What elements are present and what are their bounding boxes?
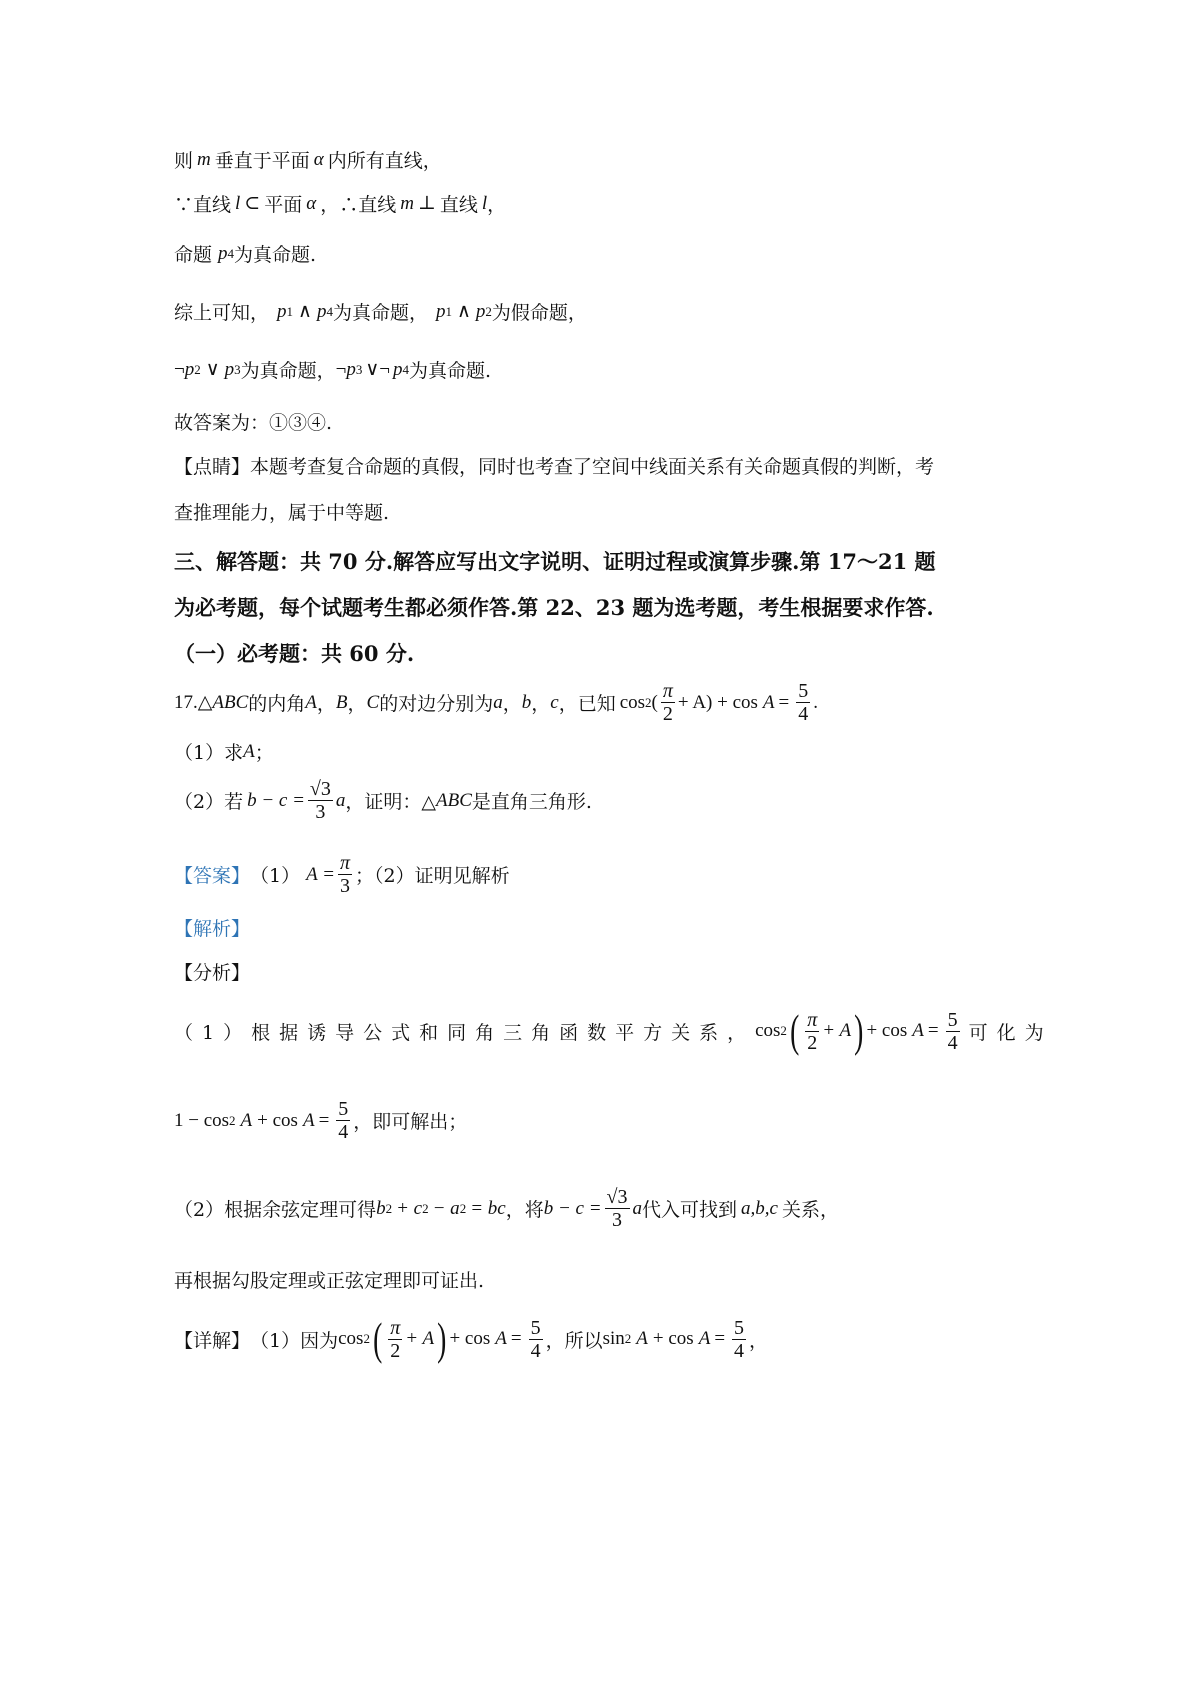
var-l: l — [235, 192, 241, 214]
jiexi-tag — [174, 914, 250, 941]
var-abc: ABC — [436, 789, 472, 811]
text: （1） — [250, 865, 301, 887]
numerator: 5 — [947, 1008, 958, 1031]
var-l: l — [481, 192, 488, 214]
superscript: 2 — [780, 1023, 787, 1038]
var-B: B — [335, 691, 348, 713]
denominator: 4 — [530, 1339, 541, 1362]
var-c: c — [550, 691, 559, 713]
perp-symbol: ⊥ — [417, 193, 436, 214]
var-A: A — [302, 1109, 315, 1131]
var-abc: ABC — [212, 691, 249, 713]
text: 为真命题. — [409, 360, 492, 382]
line-perpendicular-plane — [174, 146, 442, 173]
text: 关系， — [781, 1199, 839, 1221]
var-A: A — [243, 740, 255, 762]
fraction-pi-over-2 — [805, 1009, 819, 1054]
equals: = — [318, 1109, 330, 1131]
var-p: p — [224, 358, 235, 380]
text: 垂直于平面 — [214, 150, 310, 172]
denominator: 4 — [734, 1339, 745, 1362]
period: . — [813, 691, 818, 713]
text: ； — [254, 742, 274, 764]
text: （1）根据诱导公式和同角三角函数平方关系， — [174, 1021, 756, 1044]
answer-block — [174, 852, 510, 897]
subquestion-2 — [174, 778, 592, 823]
line-summary — [174, 298, 587, 325]
text: ， — [316, 693, 336, 715]
var-b: b — [521, 691, 532, 713]
numerator: π — [339, 852, 350, 874]
var-p: p — [435, 300, 446, 322]
text: 代入可找到 — [642, 1199, 738, 1221]
text: 平面 — [264, 194, 303, 216]
superscript: 2 — [624, 1331, 632, 1346]
equals: = — [927, 1020, 939, 1041]
dianjing-line-1 — [174, 452, 934, 479]
text: 【解析】 — [174, 918, 251, 940]
text: ，∴直线 — [320, 194, 397, 216]
text: 本题考查复合命题的真假，同时也考查了空间中线面关系有关命题真假的判断，考 — [250, 456, 935, 478]
dianjing-tag: 【点睛】 — [174, 456, 251, 478]
var-p: p — [277, 300, 287, 322]
expr: − a — [432, 1197, 460, 1219]
var-a: a — [493, 691, 503, 713]
text: 三、解答题：共 70 分.解答应写出文字说明、证明过程或演算步骤.第 17～21 题 — [174, 549, 936, 574]
fraction-5-over-4 — [732, 1317, 746, 1362]
var-A: A — [912, 1020, 924, 1041]
var-A: A — [636, 1328, 648, 1349]
cos-text: cos — [755, 1020, 781, 1041]
expr: + cos — [652, 1328, 694, 1349]
subscript: 3 — [234, 361, 241, 377]
fraction-5-over-4 — [529, 1317, 543, 1362]
subquestion-1 — [174, 738, 274, 765]
or-not-symbol: ∨¬ — [365, 359, 390, 380]
denominator: 2 — [662, 703, 673, 725]
expr: + cos — [257, 1109, 298, 1131]
sin-text: sin — [602, 1328, 625, 1349]
answer-line — [174, 408, 332, 435]
text: （2）若 — [174, 791, 244, 813]
subscript: 1 — [445, 303, 452, 319]
text: 再根据勾股定理或正弦定理即可证出. — [174, 1270, 485, 1292]
text: 直线 — [439, 194, 478, 216]
text: 的内角 — [248, 693, 306, 715]
dianjing-line-2 — [174, 498, 389, 525]
denominator: 4 — [798, 703, 809, 725]
denominator: 2 — [807, 1031, 818, 1054]
question-number: 17.△ — [174, 692, 213, 713]
section-heading-2 — [174, 592, 934, 622]
expr: 1 − cos — [174, 1109, 230, 1131]
text: 故答案为：①③④. — [174, 412, 333, 434]
numerator: √3 — [606, 1186, 628, 1208]
left-paren: ( — [789, 1005, 800, 1056]
var-p: p — [218, 242, 228, 264]
analysis-line-2 — [174, 1098, 467, 1143]
superscript: 2 — [645, 694, 652, 710]
subscript: 4 — [326, 303, 333, 319]
numerator: √3 — [309, 778, 331, 800]
text: ，即可解出； — [353, 1111, 468, 1133]
numerator: 5 — [338, 1098, 349, 1120]
fraction-5-over-4 — [796, 680, 810, 725]
cos-text: cos — [619, 691, 646, 713]
text: ， — [502, 693, 522, 715]
line-p4-true — [174, 240, 316, 267]
text: 是直角三角形. — [471, 791, 592, 813]
var-m: m — [197, 148, 211, 170]
text: ，将 — [505, 1199, 544, 1221]
expr: A = — [306, 863, 335, 885]
fraction-5-over-4 — [336, 1098, 350, 1143]
superscript: 2 — [385, 1200, 393, 1216]
equals: = — [714, 1328, 726, 1349]
var-A: A — [305, 691, 317, 713]
text: （一）必考题：共 60 分. — [174, 641, 415, 666]
numerator: π — [662, 680, 673, 702]
expr: b − c = — [247, 789, 305, 811]
var-alpha: α — [306, 192, 317, 214]
detail-tag: 【详解】 — [174, 1329, 251, 1352]
detail-line — [174, 1313, 769, 1364]
expr: = bc — [470, 1197, 506, 1219]
expr: + cos — [449, 1328, 491, 1349]
not-symbol: ¬ — [335, 358, 347, 380]
var-A: A — [762, 691, 775, 713]
var-p: p — [346, 358, 356, 380]
expr: b − c = — [543, 1197, 602, 1219]
text: ，所以 — [545, 1329, 603, 1352]
subscript: 1 — [286, 303, 294, 319]
var-a: a — [632, 1197, 643, 1219]
text: ∵直线 — [174, 194, 232, 216]
text: 内所有直线， — [327, 150, 442, 172]
numerator: 5 — [734, 1316, 745, 1339]
denominator: 4 — [947, 1031, 958, 1054]
text: 为必考题，每个试题考生都必须作答.第 22、23 题为选考题，考生根据要求作答. — [174, 595, 934, 620]
denominator: 3 — [612, 1209, 623, 1231]
denominator: 3 — [315, 801, 326, 823]
var-alpha: α — [313, 148, 324, 170]
expr: + cos — [866, 1020, 908, 1041]
expr: + c — [396, 1197, 423, 1219]
fraction-pi-over-3 — [338, 852, 352, 897]
var-p: p — [475, 300, 486, 322]
section-heading-1 — [174, 546, 936, 576]
text: ，证明：△ — [345, 791, 437, 813]
fraction-pi-over-2 — [388, 1317, 402, 1362]
text: （2）根据余弦定理可得 — [174, 1199, 377, 1221]
fraction-pi-over-2 — [661, 680, 675, 725]
equals: = — [778, 691, 790, 713]
denominator: 4 — [338, 1121, 349, 1143]
right-paren: ) — [437, 1313, 447, 1364]
text: 则 — [174, 150, 194, 172]
and-symbol: ∧ — [456, 301, 471, 322]
text: 【分析】 — [174, 962, 251, 984]
analysis-line-3 — [174, 1186, 839, 1231]
expr: + A — [405, 1328, 435, 1349]
numerator: π — [390, 1316, 401, 1339]
numerator: 5 — [530, 1316, 541, 1339]
superscript: 2 — [229, 1112, 236, 1128]
line-because — [174, 190, 506, 217]
text: 为真命题. — [234, 244, 317, 266]
subscript: 4 — [227, 245, 235, 261]
var-A: A — [495, 1328, 507, 1349]
cos-text: cos — [338, 1328, 364, 1349]
text: （1）因为 — [250, 1329, 339, 1352]
analysis-line-1 — [174, 1005, 1054, 1056]
line-negations — [174, 356, 491, 383]
denominator: 2 — [390, 1339, 401, 1362]
var-p: p — [393, 358, 403, 380]
superscript: 2 — [459, 1200, 467, 1216]
subset-symbol: ⊂ — [244, 193, 261, 214]
subscript: 3 — [355, 361, 363, 377]
subscript: 2 — [194, 361, 201, 377]
paren: ( — [651, 691, 658, 713]
analysis-line-4 — [174, 1266, 484, 1293]
expr: + A — [822, 1020, 852, 1041]
text: ， — [347, 693, 367, 715]
numerator: π — [807, 1008, 818, 1031]
text: ， — [487, 194, 507, 216]
text: ，已知 — [558, 693, 616, 715]
superscript: 2 — [422, 1200, 429, 1216]
var-A: A — [240, 1109, 253, 1131]
var-m: m — [400, 192, 414, 214]
var-a: a — [335, 789, 346, 811]
left-paren: ( — [373, 1313, 383, 1364]
or-symbol: ∨ — [205, 359, 220, 380]
text: 可化为 — [968, 1021, 1053, 1044]
expr: + A) + cos — [677, 691, 758, 713]
subscript: 4 — [402, 361, 409, 377]
var-p: p — [316, 300, 327, 322]
text: 为真命题， — [332, 302, 428, 324]
equals: = — [510, 1328, 522, 1349]
superscript: 2 — [363, 1331, 370, 1346]
fenxi-tag — [174, 958, 250, 985]
subscript: 2 — [485, 303, 492, 319]
fraction-sqrt3-over-3 — [605, 1186, 630, 1231]
question-17 — [174, 680, 818, 725]
numerator: 5 — [798, 680, 809, 702]
var-b: b — [376, 1197, 386, 1219]
fraction-sqrt3-over-3 — [308, 778, 333, 823]
text: 查推理能力，属于中等题. — [174, 502, 390, 524]
text: ， — [531, 693, 551, 715]
var-abc: a,b,c — [741, 1197, 778, 1219]
text: 的对边分别为 — [379, 693, 494, 715]
text: 为假命题， — [491, 302, 587, 324]
not-symbol: ¬ — [174, 358, 185, 380]
section-heading-3 — [174, 638, 414, 668]
text: ， — [749, 1329, 769, 1352]
text: ；（2）证明见解析 — [354, 865, 510, 887]
and-symbol: ∧ — [298, 301, 312, 322]
answer-tag: 【答案】 — [174, 865, 251, 887]
right-paren: ) — [854, 1005, 864, 1056]
var-p: p — [184, 358, 195, 380]
text: 为真命题， — [240, 360, 336, 382]
text: 命题 — [174, 244, 213, 266]
denominator: 3 — [339, 875, 350, 897]
var-C: C — [366, 691, 380, 713]
var-A: A — [698, 1328, 711, 1349]
text: （1）求 — [174, 742, 244, 764]
text: 综上可知， — [174, 302, 270, 324]
fraction-5-over-4 — [946, 1009, 960, 1054]
